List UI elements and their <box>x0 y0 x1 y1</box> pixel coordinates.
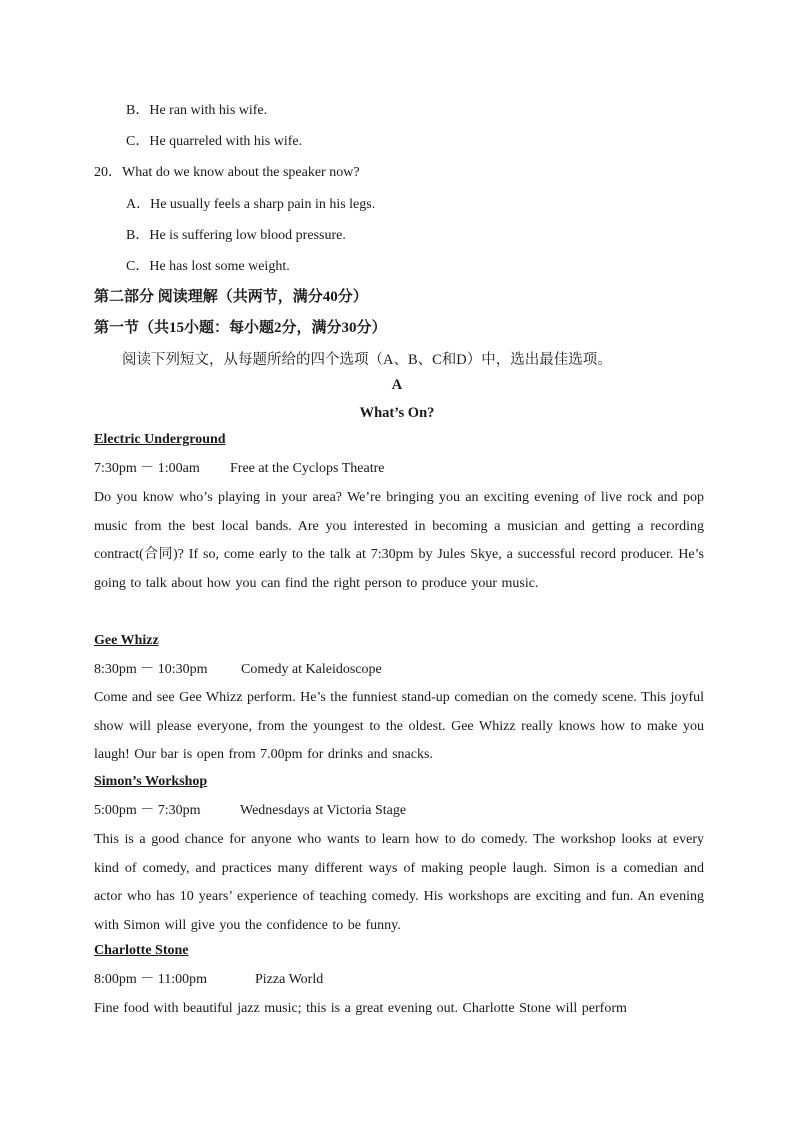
event-meta <box>94 661 382 679</box>
question-20-option-c: C．He has lost some weight. <box>126 259 290 274</box>
event-meta <box>94 460 385 478</box>
passage-title: What’s On? <box>359 405 435 421</box>
subsection-title: 第一节（共15小题：每小题2分，满分30分） <box>94 320 387 336</box>
question-20-stem: 20．What do we know about the speaker now? <box>94 165 360 180</box>
event-info: Comedy at Kaleidoscope <box>241 662 382 677</box>
question-20-option-b: B．He is suffering low blood pressure. <box>126 228 346 243</box>
event-description: Come and see Gee Whizz perform. He’s the funniest stand-up comedian on the comedy scene. This joyful show will please everyone, from the youngest to the oldest. Gee Whizz really knows how to make you laugh! Our bar is open from 7.00pm for drinks and snacks. <box>94 690 704 762</box>
event-heading: Gee Whizz <box>94 633 159 648</box>
part-title: 第二部分 阅读理解（共两节，满分40分） <box>94 289 368 305</box>
event-description: This is a good chance for anyone who wants to learn how to do comedy. The workshop looks at every kind of comedy, and practices many different ways of making people laugh. Simon is a comedian and actor who has 10 years’ experience of teaching comedy. His workshops are exciting and fun. An evening with Simon will give you the confidence to be funny. <box>94 832 704 933</box>
event-info: Pizza World <box>255 972 324 987</box>
event-heading: Simon’s Workshop <box>94 774 208 789</box>
event-info: Free at the Cyclops Theatre <box>230 461 385 476</box>
event-description: Do you know who’s playing in your area? We’re bringing you an exciting evening of live rock and pop music from the best local bands. Are you interested in becoming a musician and getting a recording contract(合同)? If so, come early to the talk at 7:30pm by Jules Skye, a successful record producer. He’s going to talk about how you can find the right person to produce your music. <box>94 490 704 591</box>
event-time: 5:00pm － 7:30pm <box>94 803 201 818</box>
event-time: 8:00pm － 11:00pm <box>94 972 208 987</box>
passage-letter: A <box>391 377 403 393</box>
question-19-option-c: C．He quarreled with his wife. <box>126 134 303 149</box>
event-info: Wednesdays at Victoria Stage <box>240 803 407 818</box>
instructions: 阅读下列短文，从每题所给的四个选项（A、B、C和D）中，选出最佳选项。 <box>122 352 612 368</box>
event-meta <box>94 971 324 989</box>
event-description: Fine food with beautiful jazz music; this is a great evening out. Charlotte Stone will perform <box>94 1001 627 1016</box>
event-meta <box>94 802 407 820</box>
question-19-option-b: B．He ran with his wife. <box>126 103 268 118</box>
question-20-option-a: A．He usually feels a sharp pain in his legs. <box>126 197 376 212</box>
event-time: 8:30pm － 10:30pm <box>94 662 208 677</box>
event-heading: Charlotte Stone <box>94 943 189 958</box>
event-heading: Electric Underground <box>94 432 226 447</box>
event-time: 7:30pm － 1:00am <box>94 461 200 476</box>
